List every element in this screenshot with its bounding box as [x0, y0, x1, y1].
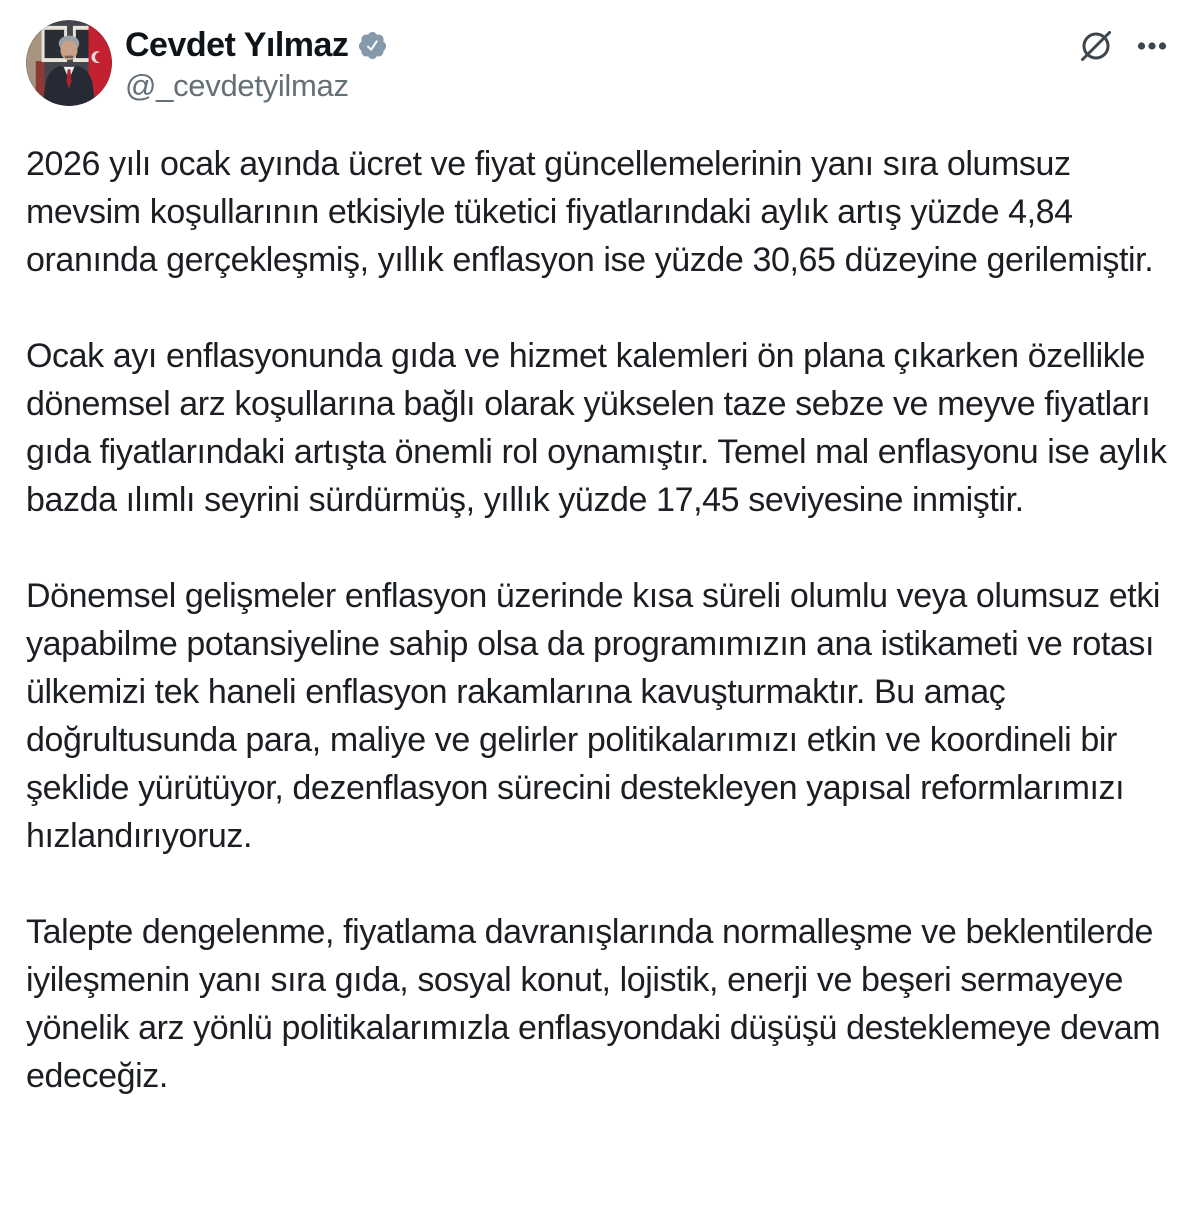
avatar-photo — [26, 20, 112, 106]
tweet-paragraph-2: Ocak ayı enflasyonunda gıda ve hizmet kalemleri ön plana çıkarken özellikle dönemsel arz koşullarına bağlı olarak yükselen taze sebze ve meyve fiyatları gıda fiyatlarındaki artışta önemli rol oynamıştır. Temel mal enflasyonu ise aylık bazda ılımlı seyrini sürdürmüş, yıllık yüzde 17,45 seviyesine inmiştir. — [26, 337, 1167, 519]
display-name[interactable]: Cevdet Yılmaz — [125, 26, 349, 64]
name-row — [125, 26, 388, 65]
avatar[interactable] — [26, 20, 112, 106]
header-actions — [1078, 28, 1170, 64]
grok-icon[interactable] — [1078, 28, 1114, 64]
user-handle[interactable]: @_cevdetyilmaz — [125, 68, 349, 104]
tweet-paragraph-1: 2026 yılı ocak ayında ücret ve fiyat güncellemelerinin yanı sıra olumsuz mevsim koşullarının etkisiyle tüketici fiyatlarındaki aylık artış yüzde 4,84 oranında gerçekleşmiş, yıllık enflasyon ise yüzde 30,65 düzeyine gerilemiştir. — [26, 145, 1154, 279]
tweet-paragraph-4: Talepte dengelenme, fiyatlama davranışlarında normalleşme ve beklentilerde iyileşmenin yanı sıra gıda, sosyal konut, lojistik, enerji ve beşeri sermayeye yönelik arz yönlü politikalarımızla enflasyondaki düşüşü desteklemeye devam edeceğiz. — [26, 913, 1161, 1095]
tweet-header — [26, 20, 1172, 108]
tweet-text — [26, 140, 1172, 1100]
verified-badge-icon — [357, 30, 388, 61]
more-ellipsis-icon[interactable] — [1134, 28, 1170, 64]
tweet-paragraph-3: Dönemsel gelişmeler enflasyon üzerinde kısa süreli olumlu veya olumsuz etki yapabilme potansiyeline sahip olsa da programımızın ana istikameti ve rotası ülkemizi tek haneli enflasyon rakamlarına kavuşturmaktır. Bu amaç doğrultusunda para, maliye ve gelirler politikalarımızı etkin ve koordineli bir şeklide yürütüyor, dezenflasyon sürecini destekleyen yapısal reformlarımızı hızlandırıyoruz. — [26, 577, 1161, 855]
user-identity — [125, 20, 388, 104]
